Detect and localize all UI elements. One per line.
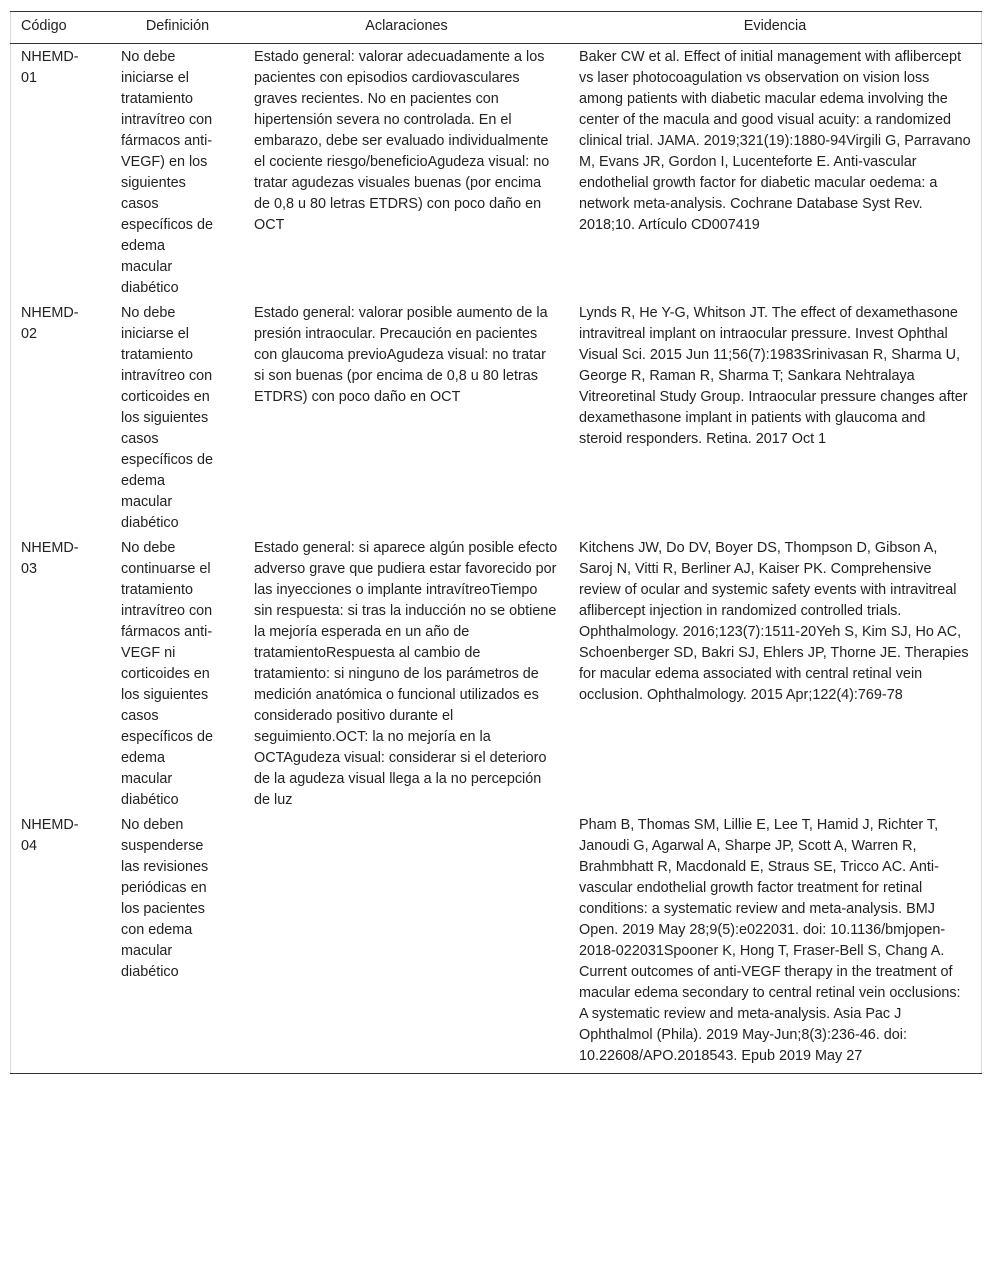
- clarifications-cell: [244, 812, 569, 1074]
- table-row: [11, 44, 982, 301]
- evidence-cell: Pham B, Thomas SM, Lillie E, Lee T, Hamid J, Richter T, Janoudi G, Agarwal A, Sharpe JP, Scott A, Warren R, Brahmbhatt R, Macdonald E, Straus SE, Tricco AC. Anti-vascular endothelial growth factor treatment for retinal conditions: a systematic review and meta-analysis. BMJ Open. 2019 May 28;9(5):e022031. doi: 10.1136/bmjopen-2018-022031Spooner K, Hong T, Fraser-Bell S, Chang A. Current outcomes of anti-VEGF therapy in the treatment of macular edema secondary to central retinal vein occlusions: A systematic review and meta-analysis. Asia Pac J Ophthalmol (Phila). 2019 May-Jun;8(3):236-46. doi: 10.22608/APO.2018543. Epub 2019 May 27: [569, 812, 982, 1074]
- definition-cell: No debe iniciarse el tratamiento intravítreo con corticoides en los siguientes casos específicos de edema macular diabético: [121, 305, 213, 531]
- code-cell: NHEMD-02: [21, 305, 79, 342]
- recommendations-table: [10, 11, 982, 1074]
- definition-cell: No debe continuarse el tratamiento intravítreo con fármacos anti-VEGF ni corticoides en los siguientes casos específicos de edema macular diabético: [121, 540, 213, 808]
- clarifications-cell: Estado general: si aparece algún posible efecto adverso grave que pudiera estar favorecido por las inyecciones o implante intravítreoTiempo sin respuesta: si tras la inducción no se obtiene la mejoría esperada en un año de tratamientoRespuesta al cambio de tratamiento: si ninguno de los parámetros de medición anatómica o funcional utilizados es considerado positivo durante el seguimiento.OCT: la no mejoría en la OCTAgudeza visual: considerar si el deterioro de la agudeza visual llega a la no percepción de luz: [254, 540, 558, 808]
- code-cell: NHEMD-04: [11, 812, 112, 1074]
- code-cell: NHEMD-01: [21, 49, 79, 86]
- table-row: [11, 535, 982, 812]
- evidence-cell: Lynds R, He Y-G, Whitson JT. The effect of dexamethasone intravitreal implant on intraocular pressure. Invest Ophthal Visual Sci. 2015 Jun 11;56(7):1983Srinivasan R, Sharma U, George R, Raman R, Sharma T; Sankara Nehtralaya Vitreoretinal Study Group. Intraocular pressure changes after dexamethasone implant in patients with glaucoma and steroid responders. Retina. 2017 Oct 1: [579, 305, 968, 447]
- header-aclaraciones: Aclaraciones: [244, 12, 569, 44]
- definition-cell: No deben suspenderse las revisiones periódicas en los pacientes con edema macular diabético: [111, 812, 244, 1074]
- clarifications-cell: Estado general: valorar adecuadamente a los pacientes con episodios cardiovasculares graves recientes. No en pacientes con hipertensión severa no controlada. En el embarazo, debe ser evaluado individualmente el cociente riesgo/beneficioAgudeza visual: no tratar agudezas visuales buenas (por encima de 0,8 u 80 letras ETDRS) con poco daño en OCT: [254, 49, 550, 233]
- table-row: [11, 812, 982, 1074]
- clarifications-cell: Estado general: valorar posible aumento de la presión intraocular. Precaución en pacientes con glaucoma previoAgudeza visual: no tratar si son buenas (por encima de 0,8 u 80 letras ETDRS) con poco daño en OCT: [254, 305, 548, 405]
- definition-cell: No debe iniciarse el tratamiento intravítreo con fármacos anti-VEGF) en los siguientes casos específicos de edema macular diabético: [121, 49, 213, 296]
- header-definicion: Definición: [111, 12, 244, 44]
- code-cell: NHEMD-03: [21, 540, 79, 577]
- evidence-cell: Baker CW et al. Effect of initial management with aflibercept vs laser photocoagulation vs observation on vision loss among patients with diabetic macular edema involving the center of the macula and good visual acuity: a randomized clinical trial. JAMA. 2019;321(19):1880-94Virgili G, Parravano M, Evans JR, Gordon I, Lucenteforte E. Anti-vascular endothelial growth factor for diabetic macular oedema: a network meta-analysis. Cochrane Database Syst Rev. 2018;10. Artículo CD007419: [579, 49, 971, 233]
- header-codigo: Código: [11, 12, 112, 44]
- header-row: [11, 12, 982, 44]
- evidence-cell: Kitchens JW, Do DV, Boyer DS, Thompson D, Gibson A, Saroj N, Vitti R, Berliner AJ, Kaiser PK. Comprehensive review of ocular and systemic safety events with intravitreal aflibercept injection in randomized controlled trials. Ophthalmology. 2016;123(7):1511-20Yeh S, Kim SJ, Ho AC, Schoenberger SD, Bakri SJ, Ehlers JP, Thorne JE. Therapies for macular edema associated with central retinal vein occlusion. Ophthalmology. 2015 Apr;122(4):769-78: [579, 540, 969, 703]
- table-row: [11, 300, 982, 535]
- header-evidencia: Evidencia: [569, 12, 982, 44]
